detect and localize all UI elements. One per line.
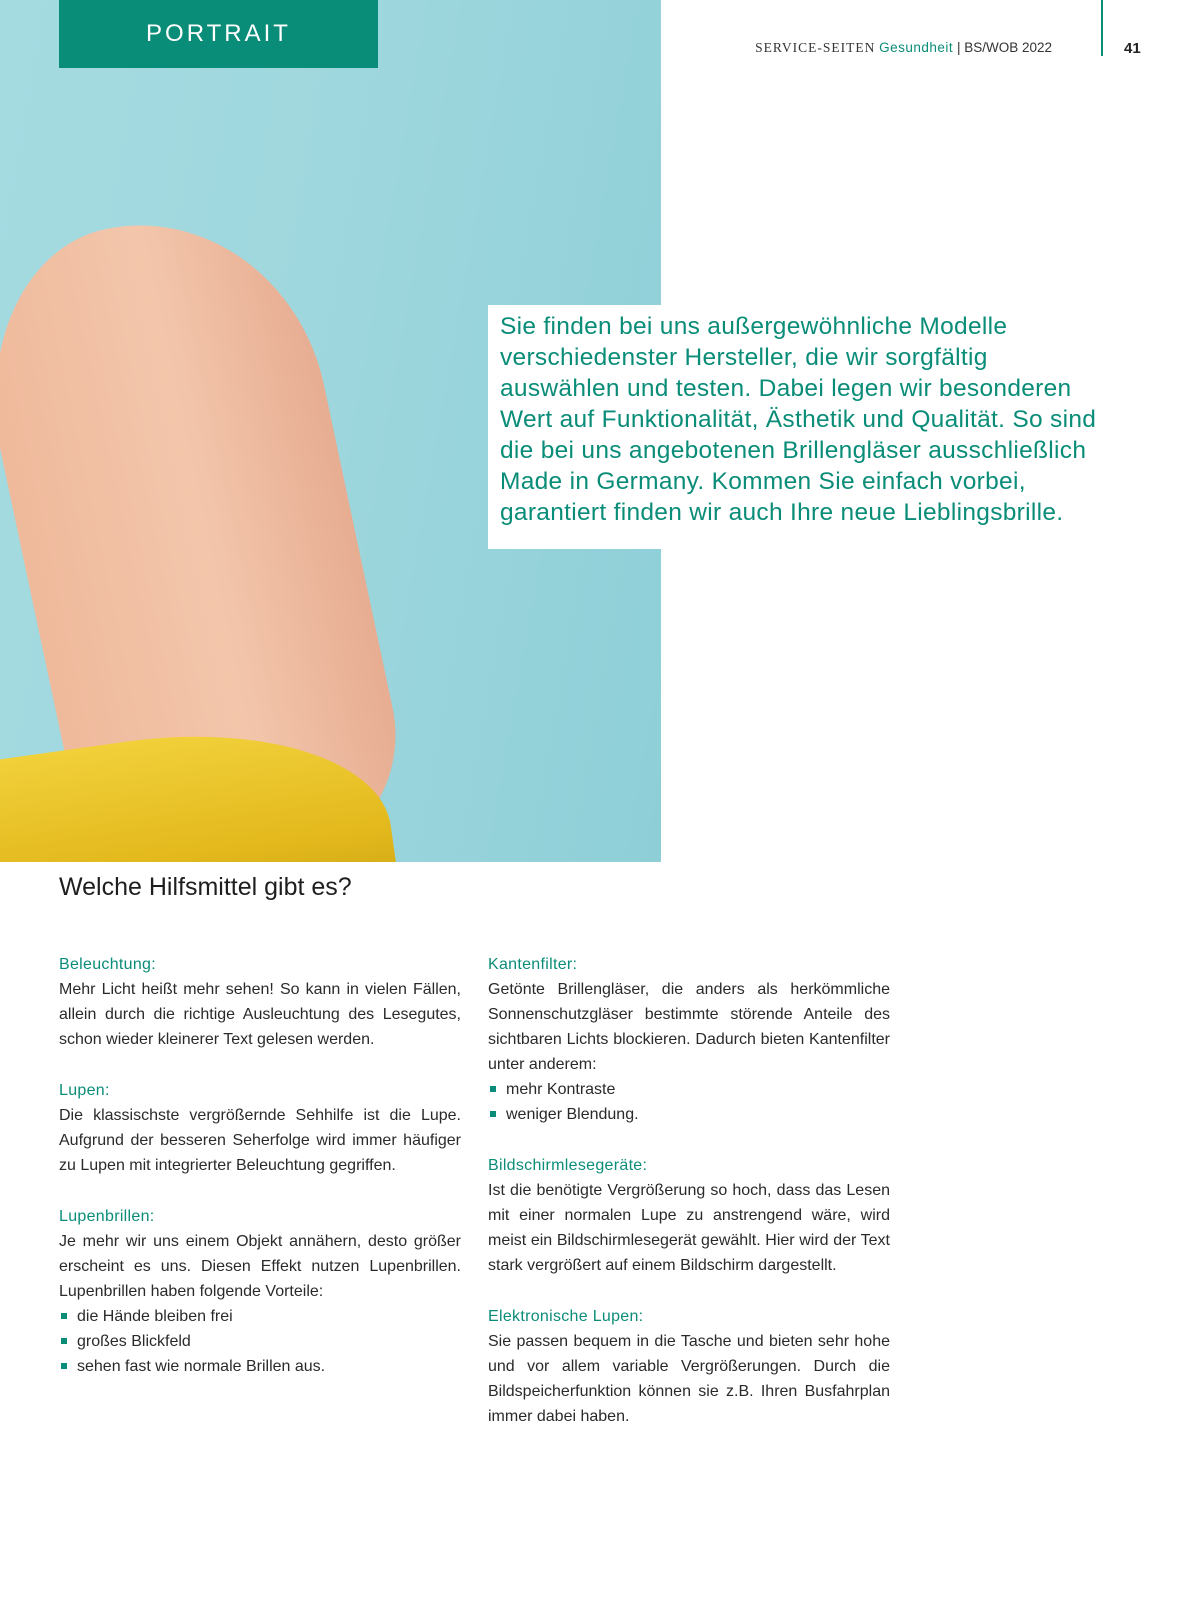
right-column [488, 952, 890, 1455]
kantenfilter-benefits-list [488, 1077, 890, 1127]
block-lupenbrillen [59, 1204, 461, 1379]
list-item: sehen fast wie normale Brillen aus. [59, 1354, 461, 1379]
list-item: weniger Blendung. [488, 1102, 890, 1127]
running-header-topic: Gesundheit [879, 40, 954, 55]
heading-bildschirmlesegeraete: Bildschirmlesegeräte: [488, 1157, 648, 1174]
heading-elektronische-lupen: Elektronische Lupen: [488, 1308, 644, 1325]
text-lupenbrillen: Je mehr wir uns einem Objekt annähern, desto größer erscheint es uns. Diesen Effekt nutzen Lupenbrillen. Lupenbrillen haben folgende Vorteile: [59, 1233, 461, 1300]
list-item: die Hände bleiben frei [59, 1304, 461, 1329]
text-kantenfilter: Getönte Brillengläser, die anders als herkömmliche Sonnenschutzgläser bestimmte störende Anteile des sichtbaren Lichts blockieren. Dadurch bieten Kantenfilter unter anderem: [488, 981, 890, 1073]
text-bildschirmlesegeraete: Ist die benötigte Vergrößerung so hoch, dass das Lesen mit einer normalen Lupe zu anstrengend wäre, wird meist ein Bildschirmlesegerät gewählt. Hier wird der Text stark vergrößert auf einem Bildschirm dargestellt. [488, 1182, 890, 1274]
block-elektronische-lupen [488, 1304, 890, 1429]
left-column [59, 952, 461, 1405]
block-beleuchtung [59, 952, 461, 1052]
heading-lupenbrillen: Lupenbrillen: [59, 1208, 155, 1225]
pull-quote-box [488, 305, 1100, 549]
block-lupen [59, 1078, 461, 1178]
heading-beleuchtung: Beleuchtung: [59, 956, 157, 973]
list-item: mehr Kontraste [488, 1077, 890, 1102]
heading-lupen: Lupen: [59, 1082, 110, 1099]
list-item: großes Blickfeld [59, 1329, 461, 1354]
lupenbrillen-advantages-list [59, 1304, 461, 1379]
running-header-edition: | BS/WOB 2022 [956, 40, 1052, 55]
block-bildschirmlesegeraete [488, 1153, 890, 1278]
text-elektronische-lupen: Sie passen bequem in die Tasche und bieten sehr hohe und vor allem variable Vergrößerungen. Durch die Bildspeicherfunktion können sie z.B. Ihren Busfahrplan immer dabei haben. [488, 1333, 890, 1425]
page-number: 41 [1124, 40, 1141, 57]
pull-quote: Sie finden bei uns außergewöhnliche Modelle verschiedenster Hersteller, die wir sorgfältig auswählen und testen. Dabei legen wir besonderen Wert auf Funktionalität, Ästhetik und Qualität. So sind die bei uns angebotenen Brillengläser ausschließlich Made in Germany. Kommen Sie einfach vorbei, garantiert finden wir auch Ihre neue Lieblingsbrille. [500, 313, 1097, 526]
heading-kantenfilter: Kantenfilter: [488, 956, 578, 973]
running-header [755, 40, 1052, 56]
running-header-service: SERVICE-SEITEN [755, 40, 876, 55]
text-lupen: Die klassischste vergrößernde Sehhilfe ist die Lupe. Aufgrund der besseren Seherfolge wird immer häufiger zu Lupen mit integrierter Beleuchtung gegriffen. [59, 1107, 461, 1174]
section-title: Welche Hilfsmittel gibt es? [59, 873, 352, 901]
block-kantenfilter [488, 952, 890, 1127]
section-tab: PORTRAIT [59, 0, 378, 68]
header-divider [1101, 0, 1103, 56]
text-beleuchtung: Mehr Licht heißt mehr sehen! So kann in vielen Fällen, allein durch die richtige Ausleuchtung des Lesegutes, schon wieder kleinerer Text gelesen werden. [59, 981, 461, 1048]
